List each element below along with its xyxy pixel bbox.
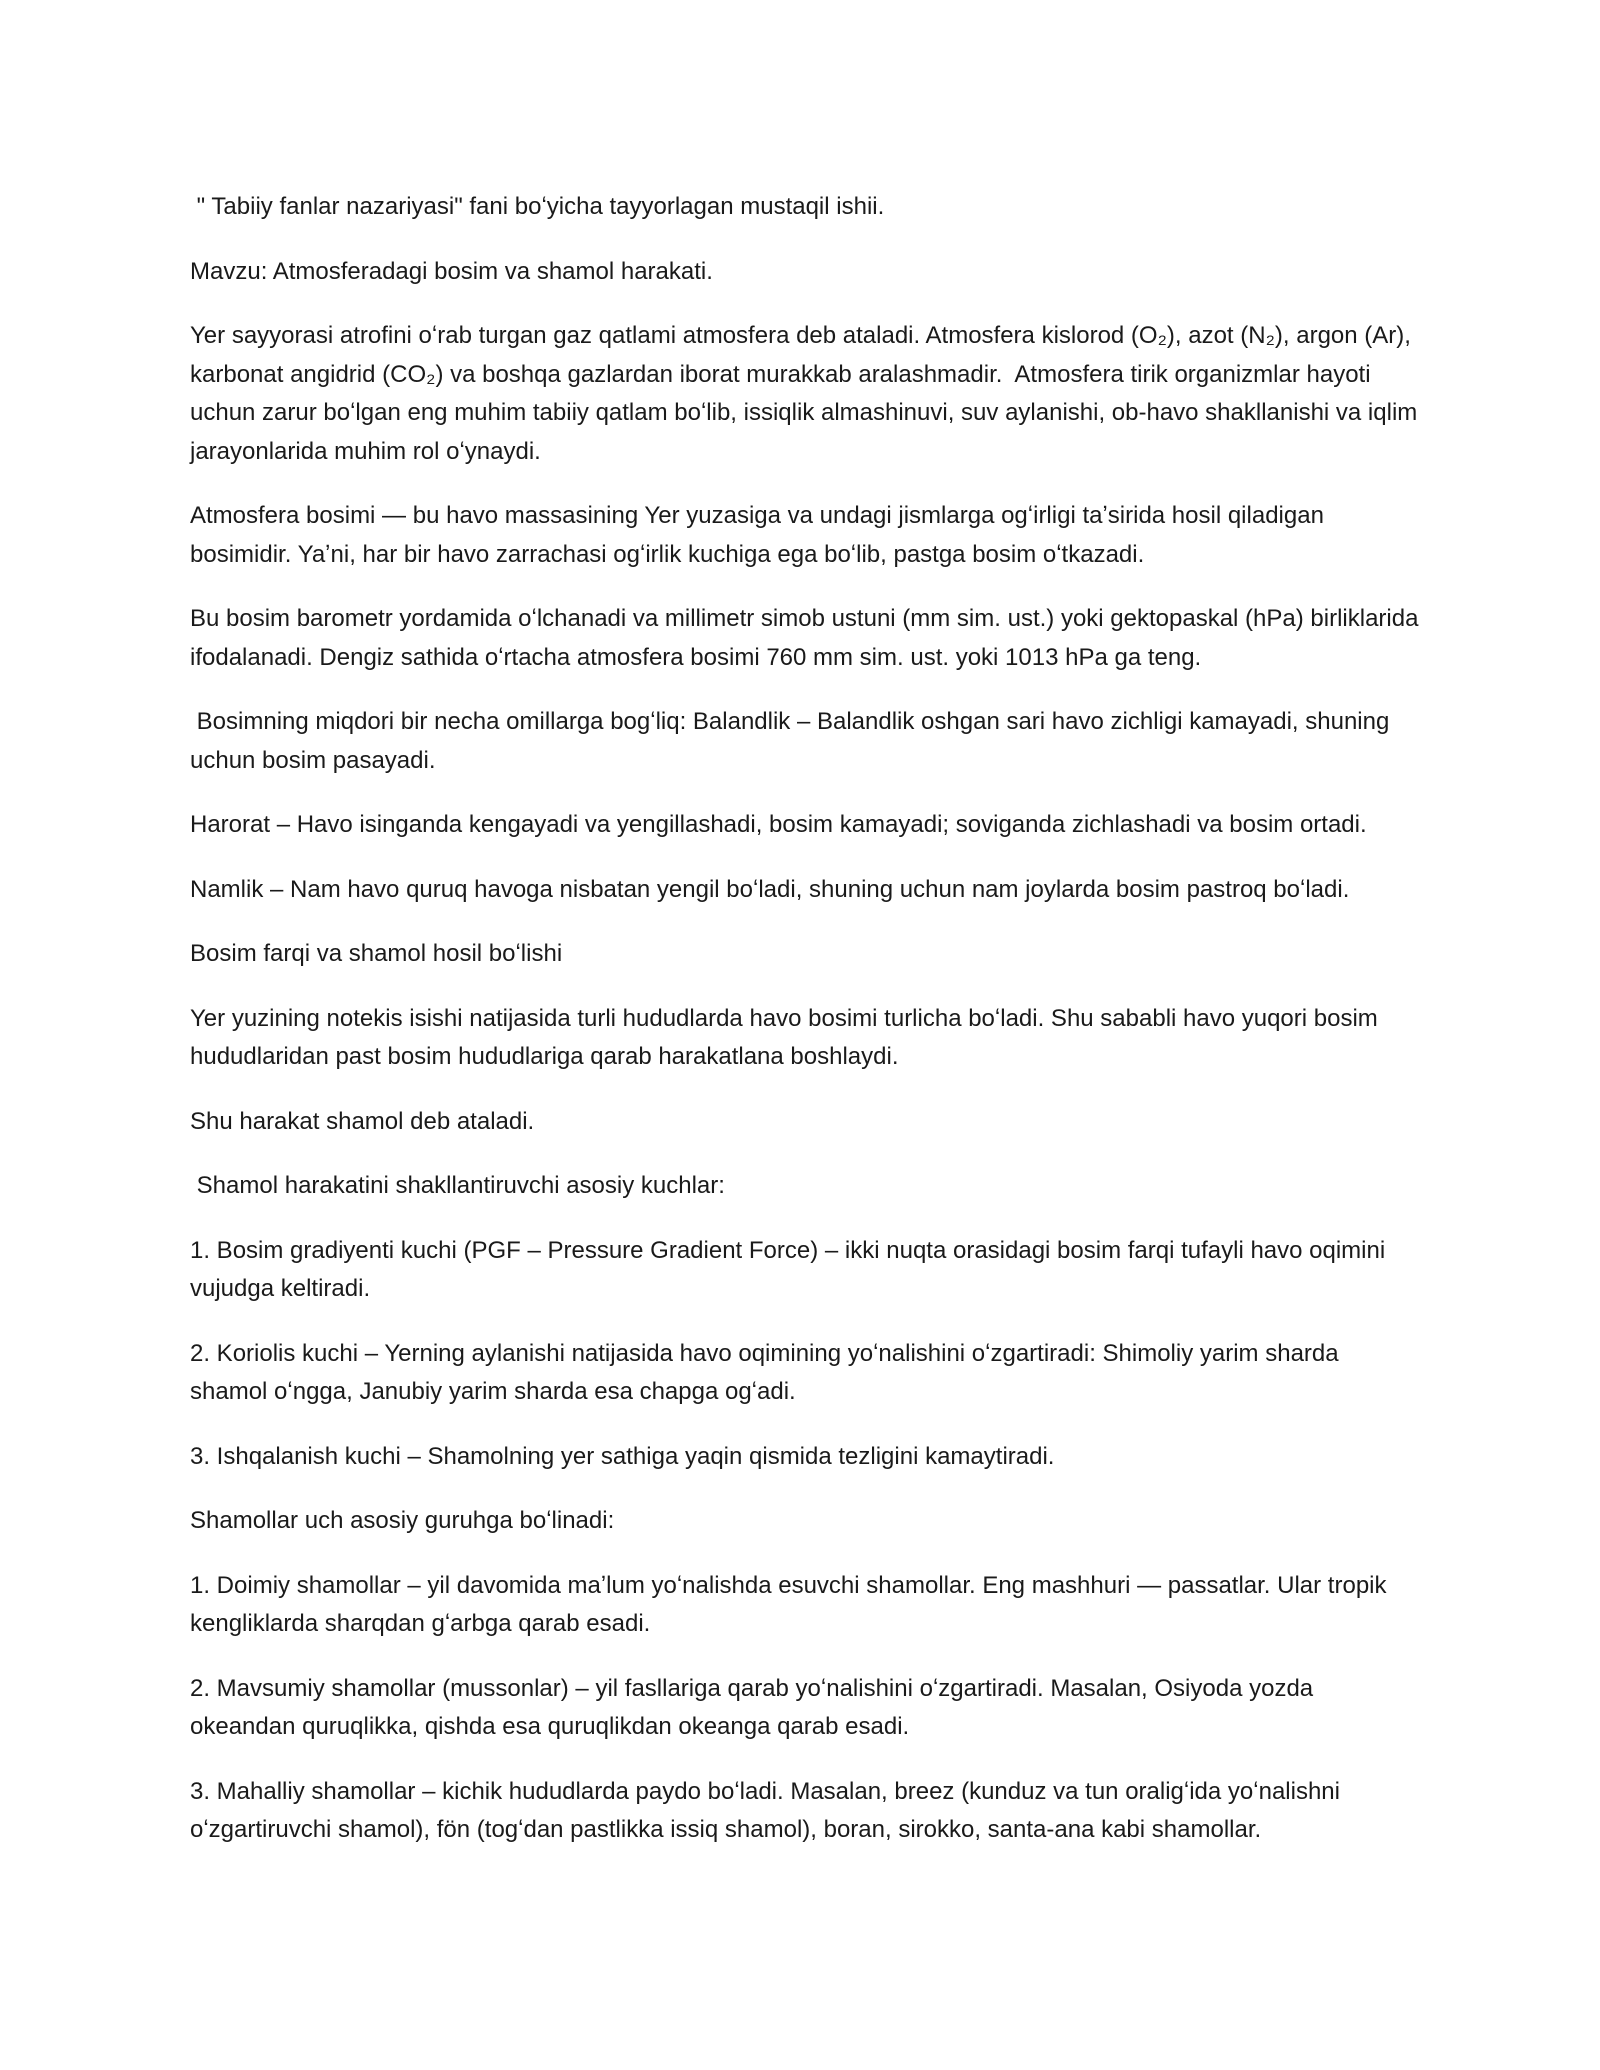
list-item-seasonal-winds: 2. Mavsumiy shamollar (mussonlar) – yil fasllariga qarab yoʻnalishini oʻzgartiradi. Masalan, Osiyoda yozda okeandan quruqlikka, qishda esa quruqlikdan okeanga qarab esadi. xyxy=(190,1674,1320,1740)
document-page xyxy=(190,188,1426,1876)
paragraph-altitude-factor: Bosimning miqdori bir necha omillarga bogʻliq: Balandlik – Balandlik oshgan sari havo zichligi kamayadi, shuning uchun bosim pasayadi. xyxy=(190,708,1396,774)
section-heading-forces: Shamol harakatini shakllantiruvchi asosiy kuchlar: xyxy=(190,1172,725,1199)
paragraph-temperature-factor: Harorat – Havo isinganda kengayadi va yengillashadi, bosim kamayadi; soviganda zichlashadi va bosim ortadi. xyxy=(190,811,1367,838)
section-heading-wind-formation: Bosim farqi va shamol hosil boʻlishi xyxy=(190,940,563,967)
paragraph-uneven-heating: Yer yuzining notekis isishi natijasida turli hududlarda havo bosimi turlicha boʻladi. Shu sababli havo yuqori bosim hududlaridan past bosim hududlariga qarab harakatlana boshlaydi. xyxy=(190,1004,1385,1070)
list-item-permanent-winds: 1. Doimiy shamollar – yil davomida maʼlum yoʻnalishda esuvchi shamollar. Eng mashhuri — passatlar. Ular tropik kengliklarda sharqdan gʻarbga qarab esadi. xyxy=(190,1571,1394,1637)
paragraph-pressure-measurement: Bu bosim barometr yordamida oʻlchanadi va millimetr simob ustuni (mm sim. ust.) yoki gektopaskal (hPa) birliklarida ifodalanadi. Dengiz sathida oʻrtacha atmosfera bosimi 760 mm sim. ust. yoki 1013 hPa ga teng. xyxy=(190,605,1426,671)
paragraph-wind-definition: Shu harakat shamol deb ataladi. xyxy=(190,1107,535,1135)
list-item-force-friction: 3. Ishqalanish kuchi – Shamolning yer sathiga yaqin qismida tezligini kamaytiradi. xyxy=(190,1442,1055,1470)
section-heading-wind-groups: Shamollar uch asosiy guruhga boʻlinadi: xyxy=(190,1507,615,1534)
list-item-local-winds: 3. Mahalliy shamollar – kichik hududlarda paydo boʻladi. Masalan, breez (kunduz va tun oraligʻida yoʻnalishni oʻzgartiruvchi shamol), fön (togʻdan pastlikka issiq shamol), boran, sirokko, santa-ana kabi shamollar. xyxy=(190,1777,1347,1843)
list-item-force-coriolis: 2. Koriolis kuchi – Yerning aylanishi natijasida havo oqimining yoʻnalishini oʻzgartiradi: Shimoliy yarim sharda shamol oʻngga, Janubiy yarim sharda esa chapga ogʻadi. xyxy=(190,1339,1346,1405)
list-item-force-pgf: 1. Bosim gradiyenti kuchi (PGF – Pressure Gradient Force) – ikki nuqta orasidagi bosim farqi tufayli havo oqimini vujudga keltiradi. xyxy=(190,1236,1392,1302)
paragraph-pressure-definition: Atmosfera bosimi — bu havo massasining Yer yuzasiga va undagi jismlarga ogʻirligi taʼsirida hosil qiladigan bosimidir. Yaʼni, har bir havo zarrachasi ogʻirlik kuchiga ega boʻlib, pastga bosim oʻtkazadi. xyxy=(190,502,1331,568)
doc-topic: Mavzu: Atmosferadagi bosim va shamol harakati. xyxy=(190,257,713,285)
paragraph-atmosphere-intro: Yer sayyorasi atrofini oʻrab turgan gaz qatlami atmosfera deb ataladi. Atmosfera kislorod (O₂), azot (N₂), argon (Ar), karbonat angidrid (CO₂) va boshqa gazlardan iborat murakkab aralashmadir. Atmosfera tirik organizmlar hayoti uchun zarur boʻlgan eng muhim tabiiy qatlam boʻlib, issiqlik almashinuvi, suv aylanishi, ob-havo shakllanishi va iqlim jarayonlarida muhim rol oʻynaydi. xyxy=(190,322,1424,465)
doc-heading: " Tabiiy fanlar nazariyasi" fani boʻyicha tayyorlagan mustaqil ishii. xyxy=(190,193,885,220)
paragraph-humidity-factor: Namlik – Nam havo quruq havoga nisbatan yengil boʻladi, shuning uchun nam joylarda bosim pastroq boʻladi. xyxy=(190,875,1350,903)
